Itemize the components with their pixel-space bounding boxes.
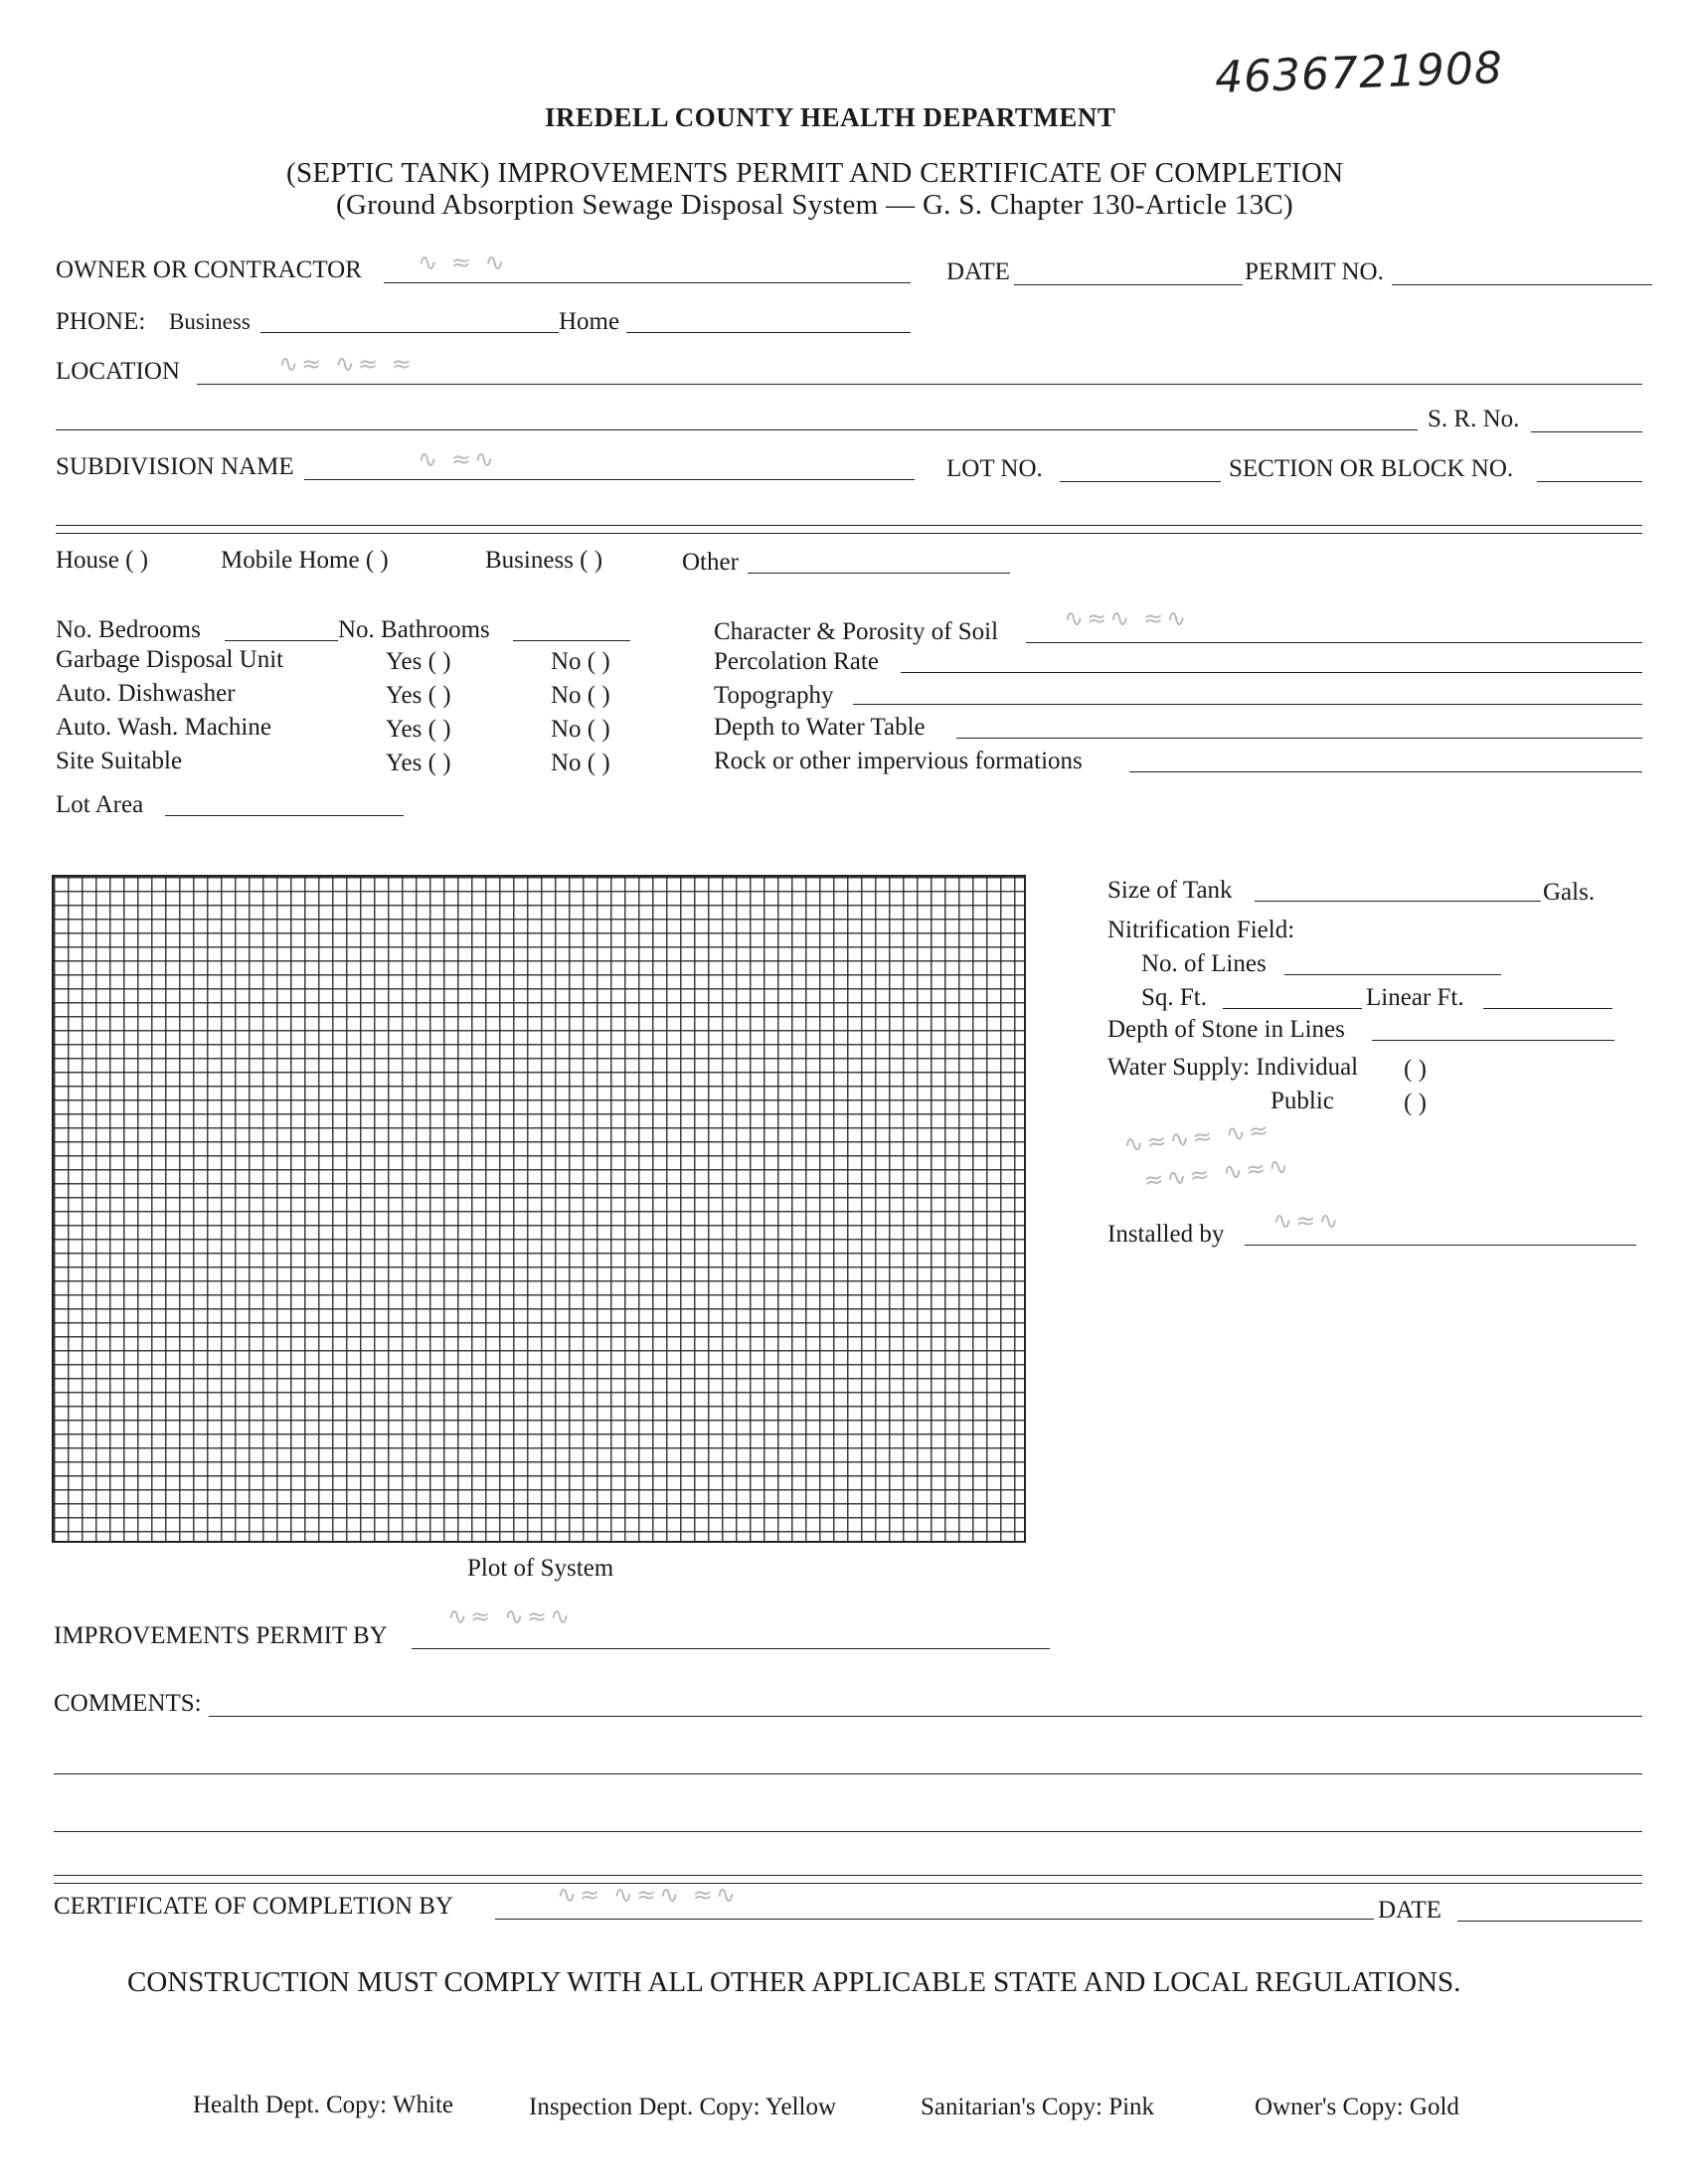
- sr-no-field[interactable]: [1531, 431, 1642, 432]
- date2-field[interactable]: [1457, 1921, 1642, 1922]
- lot-area-field[interactable]: [165, 815, 404, 816]
- gals-label: Gals.: [1543, 879, 1596, 906]
- soil-label: Character & Porosity of Soil: [714, 618, 999, 645]
- subdivision-field[interactable]: [304, 479, 915, 480]
- topography-field[interactable]: [853, 704, 1642, 705]
- other-field[interactable]: [748, 573, 1010, 574]
- lot-no-field[interactable]: [1060, 481, 1221, 482]
- water-supply-label: Water Supply: Individual: [1107, 1054, 1359, 1081]
- certificate-handwriting: ∿≈ ∿≈∿ ≈∿: [557, 1881, 740, 1909]
- garbage-yes[interactable]: Yes ( ): [386, 648, 451, 675]
- form-subtitle: (Ground Absorption Sewage Disposal System — G. S. Chapter 130-Article 13C): [336, 189, 1293, 221]
- water-table-label: Depth to Water Table: [714, 714, 926, 741]
- other-label: Other: [682, 549, 739, 576]
- comments-line-3[interactable]: [54, 1831, 1642, 1832]
- site-suitable-label: Site Suitable: [56, 748, 183, 774]
- wash-machine-no[interactable]: No ( ): [551, 716, 610, 743]
- location-field-2[interactable]: [56, 429, 1418, 430]
- bathrooms-field[interactable]: [513, 640, 630, 641]
- topography-label: Topography: [714, 682, 834, 709]
- copy-inspection: Inspection Dept. Copy: Yellow: [529, 2094, 837, 2120]
- sqft-field[interactable]: [1223, 1008, 1362, 1009]
- bathrooms-label: No. Bathrooms: [338, 616, 490, 643]
- home-phone-field[interactable]: [626, 332, 911, 333]
- phone-label: PHONE:: [56, 308, 146, 335]
- soil-field[interactable]: [1026, 642, 1642, 643]
- form-title: (SEPTIC TANK) IMPROVEMENTS PERMIT AND CERTIFICATE OF COMPLETION: [286, 157, 1344, 189]
- section-block-label: SECTION OR BLOCK NO.: [1229, 455, 1514, 482]
- copy-owner: Owner's Copy: Gold: [1255, 2094, 1459, 2120]
- department-name: IREDELL COUNTY HEALTH DEPARTMENT: [545, 102, 1116, 132]
- house-option[interactable]: House ( ): [56, 547, 149, 574]
- copy-health: Health Dept. Copy: White: [193, 2092, 453, 2118]
- tank-size-label: Size of Tank: [1107, 877, 1233, 904]
- installed-handwriting: ∿≈∿: [1272, 1207, 1342, 1235]
- individual-checkbox[interactable]: ( ): [1404, 1056, 1427, 1083]
- divider-rule-3: [54, 1875, 1642, 1876]
- comments-field[interactable]: [209, 1716, 1642, 1717]
- notes-handwriting: ∿≈∿≈ ∿≈: [1121, 1115, 1273, 1159]
- lines-field[interactable]: [1284, 974, 1501, 975]
- business-phone-field[interactable]: [260, 332, 559, 333]
- plot-label: Plot of System: [467, 1555, 614, 1582]
- dishwasher-no[interactable]: No ( ): [551, 682, 610, 709]
- linear-field[interactable]: [1483, 1008, 1612, 1009]
- certificate-field[interactable]: [495, 1919, 1374, 1920]
- permit-by-handwriting: ∿≈ ∿≈∿: [447, 1602, 574, 1630]
- handwritten-number: 4636721908: [1214, 42, 1504, 104]
- nitrification-label: Nitrification Field:: [1107, 917, 1295, 943]
- certificate-label: CERTIFICATE OF COMPLETION BY: [54, 1893, 453, 1920]
- stone-field[interactable]: [1372, 1040, 1614, 1041]
- compliance-notice: CONSTRUCTION MUST COMPLY WITH ALL OTHER APPLICABLE STATE AND LOCAL REGULATIONS.: [127, 1966, 1461, 1998]
- bedrooms-field[interactable]: [225, 640, 338, 641]
- comments-label: COMMENTS:: [54, 1690, 202, 1717]
- perc-label: Percolation Rate: [714, 648, 879, 675]
- permit-no-field[interactable]: [1392, 284, 1652, 285]
- subdivision-label: SUBDIVISION NAME: [56, 453, 294, 480]
- plot-of-system-grid[interactable]: [52, 875, 1026, 1543]
- business-option[interactable]: Business ( ): [485, 547, 603, 574]
- soil-handwriting: ∿≈∿ ≈∿: [1064, 604, 1190, 632]
- owner-field[interactable]: [384, 282, 911, 283]
- owner-handwriting: ∿ ≈ ∿: [418, 249, 508, 276]
- linear-label: Linear Ft.: [1366, 984, 1464, 1011]
- garbage-no[interactable]: No ( ): [551, 648, 610, 675]
- lot-no-label: LOT NO.: [946, 455, 1043, 482]
- subdivision-handwriting: ∿ ≈∿: [418, 445, 497, 473]
- public-checkbox[interactable]: ( ): [1404, 1090, 1427, 1116]
- garbage-label: Garbage Disposal Unit: [56, 646, 284, 673]
- sr-no-label: S. R. No.: [1428, 406, 1520, 432]
- divider-rule-2: [56, 533, 1642, 534]
- site-suitable-no[interactable]: No ( ): [551, 750, 610, 776]
- notes-handwriting-2: ≈∿≈ ∿≈∿: [1141, 1151, 1293, 1195]
- tank-size-field[interactable]: [1255, 901, 1541, 902]
- installed-field[interactable]: [1245, 1245, 1636, 1246]
- permit-no-label: PERMIT NO.: [1245, 258, 1384, 285]
- rock-field[interactable]: [1129, 771, 1642, 772]
- business-phone-label: Business: [169, 309, 251, 334]
- water-table-field[interactable]: [956, 738, 1642, 739]
- copy-sanitarian: Sanitarian's Copy: Pink: [921, 2094, 1155, 2120]
- permit-by-label: IMPROVEMENTS PERMIT BY: [54, 1622, 388, 1649]
- divider-rule-4: [54, 1883, 1642, 1884]
- wash-machine-label: Auto. Wash. Machine: [56, 714, 271, 741]
- date-label: DATE: [946, 258, 1010, 285]
- home-phone-label: Home: [559, 308, 620, 335]
- site-suitable-yes[interactable]: Yes ( ): [386, 750, 451, 776]
- location-field[interactable]: [197, 384, 1642, 385]
- lot-area-label: Lot Area: [56, 791, 144, 818]
- perc-field[interactable]: [901, 672, 1642, 673]
- permit-by-field[interactable]: [412, 1648, 1050, 1649]
- owner-label: OWNER OR CONTRACTOR: [56, 256, 362, 283]
- divider-rule: [56, 525, 1642, 526]
- public-label: Public: [1270, 1088, 1334, 1114]
- date2-label: DATE: [1378, 1897, 1441, 1924]
- location-label: LOCATION: [56, 358, 180, 385]
- mobile-home-option[interactable]: Mobile Home ( ): [221, 547, 389, 574]
- sqft-label: Sq. Ft.: [1141, 984, 1208, 1011]
- lines-label: No. of Lines: [1141, 950, 1267, 977]
- wash-machine-yes[interactable]: Yes ( ): [386, 716, 451, 743]
- date-field[interactable]: [1014, 284, 1243, 285]
- rock-label: Rock or other impervious formations: [714, 748, 1083, 774]
- installed-label: Installed by: [1107, 1221, 1225, 1248]
- stone-label: Depth of Stone in Lines: [1107, 1016, 1345, 1043]
- comments-line-2[interactable]: [54, 1773, 1642, 1774]
- location-handwriting: ∿≈ ∿≈ ≈: [278, 350, 415, 378]
- dishwasher-label: Auto. Dishwasher: [56, 680, 236, 707]
- dishwasher-yes[interactable]: Yes ( ): [386, 682, 451, 709]
- section-block-field[interactable]: [1537, 481, 1642, 482]
- bedrooms-label: No. Bedrooms: [56, 616, 201, 643]
